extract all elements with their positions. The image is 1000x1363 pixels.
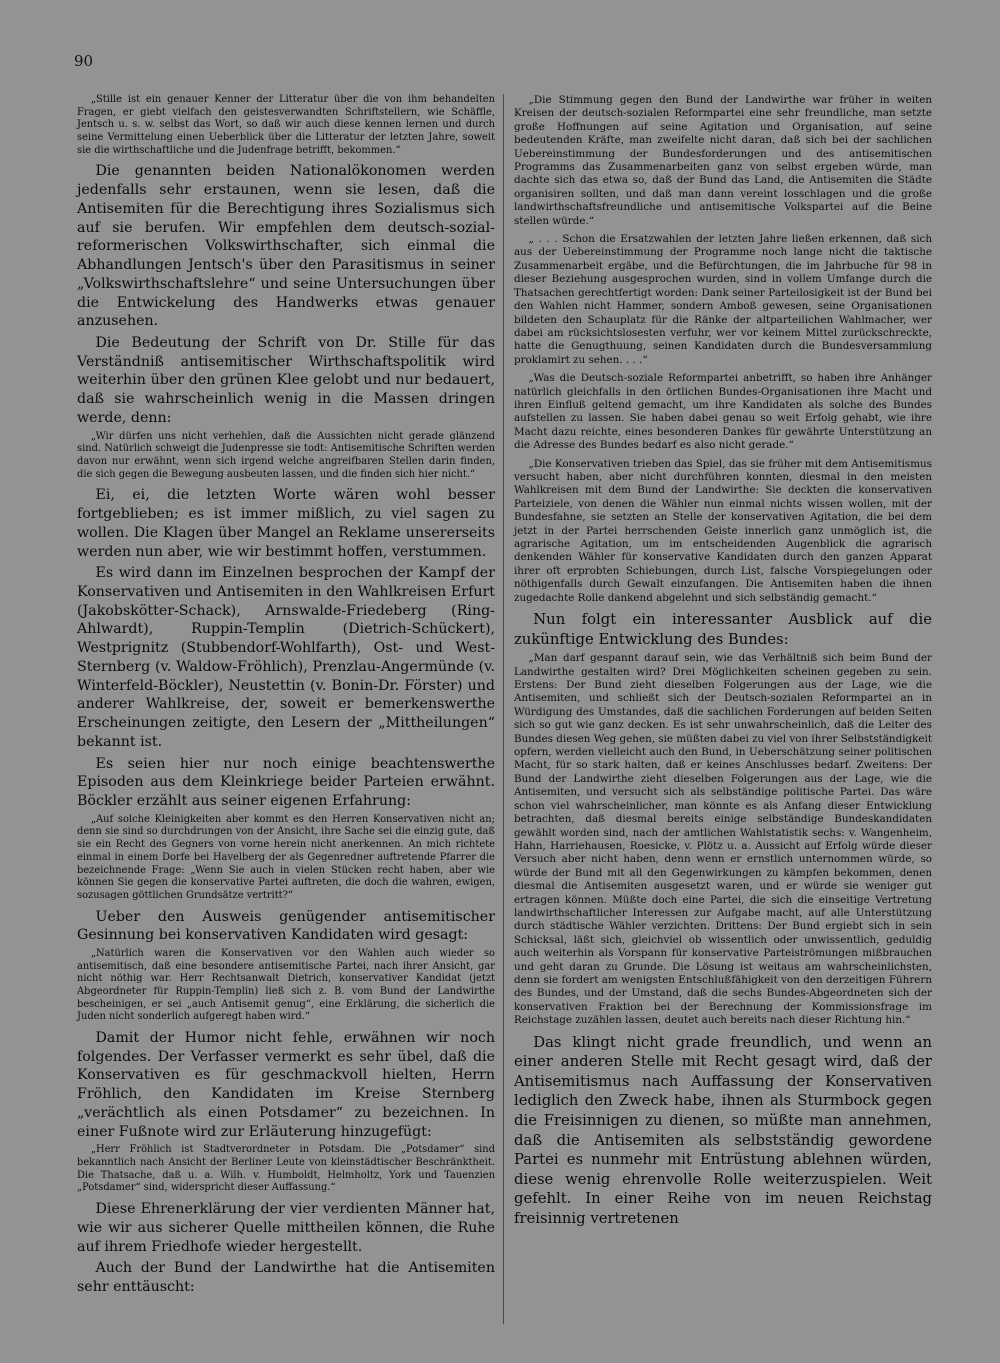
body-paragraph: Die Bedeutung der Schrift von Dr. Stille für das Verständniß antisemitischer Wirthschaftspolitik wird weiterhin über den grünen Klee gelobt und nur bedauert, daß sie wahrscheinlich wenig in die Massen dringen werde, denn: — [77, 334, 495, 426]
page-number: 90 — [74, 52, 94, 70]
body-paragraph: Es wird dann im Einzelnen besprochen der Kampf der Konservativen und Antisemiten in den Wahlkreisen Erfurt (Jakobskötter-Schack), Arnswalde-Friedeberg (Ring-Ahlwardt), Ruppin-Templin (Dietrich-Schückert), Westprignitz (Stubbendorf-Wohlfarth), Ost- und West-Sternberg (v. Waldow-Fröhlich), Prenzlau-Angermünde (v. Winterfeld-Böckler), Neustettin (v. Bonin-Dr. Förster) und anderer Wahlkreise, der, soweit er bemerkenswerthe Erscheinungen zeitigte, den Lesern der „Mittheilungen“ bekannt ist. — [77, 565, 495, 750]
body-paragraph: Ei, ei, die letzten Worte wären wohl besser fortgeblieben; es ist immer mißlich, zu viel sagen zu wollen. Die Klagen über Mangel an Reklame unsererseits werden nun aber, wie wir bestimmt hoffen, verstummen. — [77, 487, 495, 560]
right-column — [514, 94, 932, 1232]
body-paragraph: Das klingt nicht grade freundlich, und wenn an einer anderen Stelle mit Recht gesagt wird, daß der Antisemitismus nach Auffassung der Konservativen lediglich den Zweck habe, ihnen als Sturmbock gegen die Freisinnigen zu dienen, so müßte man annehmen, daß die Antisemiten als selbstständig gewordene Partei es nunmehr mit Entrüstung ablehnen würden, diese wenig ehrenvolle Rolle weiterzuspielen. Weit gefehlt. In einer Reihe von im neuen Reichstag freisinnig vertretenen — [514, 1033, 932, 1227]
body-paragraph: Die genannten beiden Nationalökonomen werden jedenfalls sehr erstaunen, wenn sie lesen, daß die Antisemiten für die Berechtigung ihres Sozialismus sich auf sie berufen. Wir empfehlen dem deutsch-sozial-reformerischen Volkswirthschafter, sich einmal die Abhandlungen Jentsch's über den Parasitismus in seiner „Volkswirthschaftslehre“ und seine Untersuchungen über die Entwickelung des Handwerks etwas genauer anzusehen. — [77, 163, 495, 330]
quoted-paragraph: „Auf solche Kleinigkeiten aber kommt es den Herren Konservativen nicht an; denn sie sind so durchdrungen von der Ansicht, ihre Sache sei die einzig gute, daß sie ein Recht des Gegners von vorne herein nicht anerkennen. An mich richtete einmal in einem Dorfe bei Havelberg der als Gegenredner auftretende Pfarrer die bezeichnende Frage: „Wenn Sie auch in vielen Stücken recht haben, aber wie können Sie gegen die konservative Partei auftreten, die doch die wahren, ewigen, sozusagen göttlichen Grundsätze vertritt?“ — [77, 813, 495, 901]
quoted-paragraph: „Die Stimmung gegen den Bund der Landwirthe war früher in weiten Kreisen der deutsch-sozialen Reformpartei eine sehr freundliche, man setzte große Hoffnungen auf seine Agitation und Organisation, auf seine bedeutenden Kräfte, man zweifelte nicht daran, daß sich bei der sachlichen Uebereinstimmung der Bundesforderungen und des antisemitischen Programms das Zusammenarbeiten ganz von selbst ergeben würde, man dachte sich das etwa so, daß der Bund das Land, die Antisemiten die Städte organisiren sollten, und daß man dann vereint losschlagen und die große landwirthschaftsfreundliche und antisemitische Volkspartei auf die Beine stellen würde.“ — [514, 94, 932, 227]
quoted-paragraph: „Wir dürfen uns nicht verhehlen, daß die Aussichten nicht gerade glänzend sind. Natürlich schweigt die Judenpresse sie todt: Antisemitische Schriften werden davon nur erwähnt, wenn sich irgend welche angreifbaren Stellen darin finden, die sich gegen die Bewegung ausbeuten lassen, und die finden sich hier nicht.“ — [77, 430, 495, 480]
body-paragraph: Auch der Bund der Landwirthe hat die Antisemiten sehr enttäuscht: — [77, 1260, 495, 1296]
column-divider — [503, 94, 504, 1324]
body-paragraph: Diese Ehrenerklärung der vier verdienten Männer hat, wie wir aus sicherer Quelle mittheilen können, die Ruhe auf ihrem Friedhofe wieder hergestellt. — [77, 1201, 495, 1255]
quoted-paragraph: „Man darf gespannt darauf sein, wie das Verhältniß sich beim Bund der Landwirthe gestalten wird? Drei Möglichkeiten scheinen gegeben zu sein. Erstens: Der Bund zieht dieselben Folgerungen aus der Lage, wie die Antisemiten, und schließt sich der Deutsch-sozialen Reformpartei an in Würdigung des Umstandes, daß die sachlichen Forderungen auf beiden Seiten sich so gut wie ganz decken. Es ist sehr unwahrscheinlich, daß die Leiter des Bundes diesen Weg gehen, sie müßten dabei zu viel von ihrer Selbstständigkeit opfern, werden vielleicht auch den Bund, in Ueberschätzung seiner politischen Macht, für so stark halten, daß er keines Anschlusses bedarf. Zweitens: Der Bund der Landwirthe zieht dieselben Folgerungen aus der Lage, wie die Antisemiten, und versucht sich als selbständige politische Partei. Das wäre schon viel wahrscheinlicher, man könnte es als Anfang dieser Entwicklung betrachten, daß diesmal bereits einige selbständige Bundeskandidaten gewählt worden sind, nach der amtlichen Wahlstatistik sechs: v. Wangenheim, Hahn, Harriehausen, Roesicke, v. Plötz u. a. Aussicht auf Erfolg würde dieser Versuch aber nicht haben, denn wenn er ernstlich unternommen würde, so würde der Bund mit all den Gegenwirkungen zu kämpfen bekommen, denen diesmal die Antisemiten ausgesetzt waren, und er würde sie weniger gut ertragen können. Müßte doch eine Partei, die sich die einseitige Vertretung landwirthschaftlicher Interessen zur Aufgabe macht, auf alle Unterstützung durch städtische Wähler verzichten. Drittens: Der Bund ergiebt sich in sein Schicksal, läßt sich, gleichviel ob wissentlich oder unwissentlich, geduldig auch weiterhin als Vorspann für konservative Parteiströmungen mißbrauchen und geht daran zu Grunde. Die Lösung ist weitaus am wahrscheinlichsten, denn sie fordert am wenigsten Entschlußfähigkeit von den derzeitigen Führern des Bundes, und der Umstand, daß die sechs Bundes-Abgeordneten sich der konservativen Fraktion bei der Berechnung der Kommissionsfrage im Reichstage zuzählen lassen, deutet auch bereits nach dieser Richtung hin.“ — [514, 652, 932, 1027]
quoted-paragraph: „Stille ist ein genauer Kenner der Litteratur über die von ihm behandelten Fragen, er giebt vielfach den geistesverwandten Schriftstellern, wie Schäffle, Jentsch u. s. w. selbst das Wort, so daß wir auch diese kennen lernen und durch seine Vermittelung einen Ueberblick über die Litteratur der letzten Jahre, soweit sie die wirthschaftliche und die Judenfrage betrifft, bekommen.“ — [77, 94, 495, 156]
left-column — [77, 94, 495, 1300]
quoted-paragraph: „Natürlich waren die Konservativen vor den Wahlen auch wieder so antisemitisch, daß eine besondere antisemitische Partei, nach ihrer Ansicht, gar nicht nöthig war. Herr Rechtsanwalt Dietrich, konservativer Kandidat (jetzt Abgeordneter für Ruppin-Templin) ließ sich z. B. vom Bund der Landwirthe bescheinigen, er sei „auch Antisemit genug“, eine Erklärung, die sicherlich die Juden nicht sonderlich aufgeregt haben wird.“ — [77, 947, 495, 1023]
body-paragraph: Damit der Humor nicht fehle, erwähnen wir noch folgendes. Der Verfasser vermerkt es sehr übel, daß die Konservativen es für geschmackvoll hielten, Herrn Fröhlich, den Kandidaten im Kreise Sternberg „verächtlich als einen Potsdamer“ zu bezeichnen. In einer Fußnote wird zur Erläuterung hinzugefügt: — [77, 1030, 495, 1140]
body-paragraph: Nun folgt ein interessanter Ausblick auf die zukünftige Entwicklung des Bundes: — [514, 611, 932, 648]
quoted-paragraph: „Herr Fröhlich ist Stadtverordneter in Potsdam. Die „Potsdamer“ sind bekanntlich nach Ansicht der Berliner Leute von kleinstädtischer Beschränktheit. Die Thatsache, daß u. a. Wilh. v. Humboldt, Helmholtz, York und Tauenzien „Potsdamer“ sind, widerspricht dieser Auffassung.“ — [77, 1144, 495, 1194]
body-paragraph: Es seien hier nur noch einige beachtenswerthe Episoden aus dem Kleinkriege beider Parteien erwähnt. Böckler erzählt aus seiner eigenen Erfahrung: — [77, 755, 495, 810]
body-paragraph: Ueber den Ausweis genügender antisemitischer Gesinnung bei konservativen Kandidaten wird gesagt: — [77, 908, 495, 944]
quoted-paragraph: „ . . . Schon die Ersatzwahlen der letzten Jahre ließen erkennen, daß sich aus der Uebereinstimmung der Programme noch lange nicht die taktische Zusammenarbeit ergäbe, und die Befürchtungen, die im Jahrbuche für 98 in dieser Beziehung ausgesprochen wurden, sind in vollem Umfange durch die Thatsachen gerechtfertigt worden: Dank seiner Parteilosigkeit ist der Bund bei den Wahlen nicht Hammer, sondern Amboß gewesen, seine Organisationen bildeten den Schauplatz für die Ränke der altparteilichen Wahlmacher, wer dabei am rücksichtslosesten verfuhr, wer vor keinem Mittel zurückschreckte, hatte die Genugthuung, seinen Kandidaten durch die Bundesversammlung proklamirt zu sehen. . . .“ — [514, 233, 932, 366]
quoted-paragraph: „Was die Deutsch-soziale Reformpartei anbetrifft, so haben ihre Anhänger natürlich gleichfalls in den örtlichen Bundes-Organisationen ihre Macht und ihren Einfluß geltend gemacht, um ihre Kandidaten als solche des Bundes aufstellen zu lassen. Sie haben dabei genau so weit Erfolg gehabt, wie ihre Macht dazu reichte, eines besonderen Dankes für gewährte Unterstützung an die Adresse des Bundes bedarf es also nicht gerade.“ — [514, 372, 932, 452]
quoted-paragraph: „Die Konservativen trieben das Spiel, das sie früher mit dem Antisemitismus versucht haben, aber nicht durchführen konnten, diesmal in den meisten Wahlkreisen mit dem Bund der Landwirthe: Sie deckten die konservativen Parteiziele, von denen die Wähler nun einmal nichts wissen wollen, mit der Bundesfahne, sie setzten an Stelle der konservativen Agitation, die bei dem jetzt in der Partei herrschenden Geiste innerlich ganz unmöglich ist, die agrarische Agitation, um im entscheidenden Augenblick die agrarisch denkenden Wähler für konservative Kandidaten durch den ganzen Apparat ihrer oft erprobten Schiebungen, durch List, falsche Vorspiegelungen oder nöthigenfalls durch Gewalt einzufangen. Die Antisemiten haben die ihnen zugedachte Rolle dankend abgelehnt und sich selbständig gemacht.“ — [514, 457, 932, 604]
